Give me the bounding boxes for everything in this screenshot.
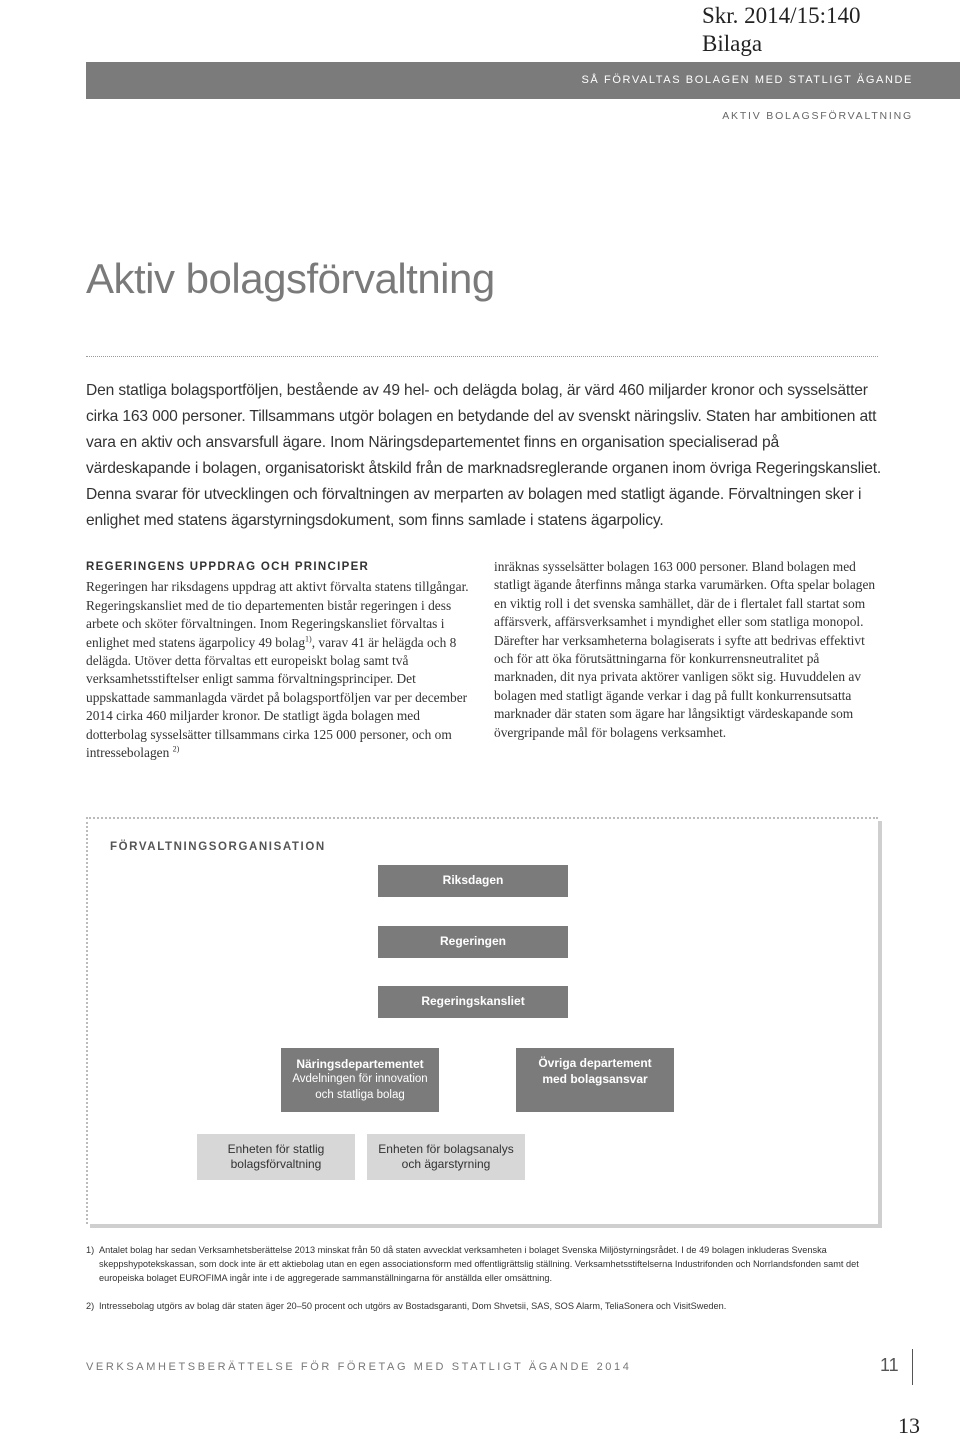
org-box-naringsdepartementet	[281, 1048, 439, 1112]
org-chart	[86, 817, 878, 1224]
section-left-column	[86, 558, 476, 762]
section-left-text	[86, 578, 476, 762]
org-ovriga-label: Övriga departement med bolagsansvar	[538, 1056, 652, 1086]
org-box-riksdagen	[378, 865, 568, 897]
section-heading: REGERINGENS UPPDRAG OCH PRINCIPER	[86, 561, 370, 573]
org-regeringen-label: Regeringen	[439, 934, 506, 949]
org-box-ovriga-departement	[516, 1048, 674, 1112]
org-regeringskansliet-label: Regeringskansliet	[421, 994, 525, 1009]
header-band-text: SÅ FÖRVALTAS BOLAGEN MED STATLIGT ÄGANDE	[581, 74, 913, 86]
footer-publication-title: VERKSAMHETSBERÄTTELSE FÖR FÖRETAG MED STATLIGT ÄGANDE 2014	[86, 1361, 632, 1373]
org-box-regeringskansliet	[378, 986, 568, 1018]
org-chart-title: FÖRVALTNINGSORGANISATION	[110, 841, 326, 853]
title-divider	[86, 356, 878, 357]
footnote-ref-2: 2)	[172, 744, 180, 754]
org-box-regeringen	[378, 926, 568, 958]
org-naring-title: Näringsdepartementet	[296, 1056, 424, 1071]
org-enheten2-label: Enheten för bolagsanalys och ägarstyrning	[378, 1141, 514, 1171]
lead-paragraph: Den statliga bolagsportföljen, bestående av 49 hel- och delägda bolag, är värd 460 miljarder kronor och sysselsätter cirka 163 000 personer. Tillsammans utgör bolagen en betydande del av svenskt näringsliv. Staten har ambitionen att vara en aktiv och ansvarsfull ägare. Inom Näringsdepartementet finns en organisation specialiserad på värdeskapande i bolagen, organisatoriskt åtskild från de marknadsreglerande organen inom övriga Regeringskansliet. Denna svarar för utvecklingen och förvaltningen av merparten av bolagen med statligt ägande. Förvaltningen sker i enlighet med statens ägarstyrningsdokument, som finns samlade i statens ägarpolicy.	[86, 382, 882, 529]
page-number: 13	[898, 1413, 920, 1438]
footer-page-number: 11	[880, 1355, 899, 1375]
stamp-reference: Skr. 2014/15:140	[702, 3, 861, 28]
org-enheten1-label: Enheten för statlig bolagsförvaltning	[227, 1141, 325, 1171]
footnote-ref-1: 1)	[305, 634, 312, 644]
header-subsection: AKTIV BOLAGSFÖRVALTNING	[722, 110, 913, 122]
footnote-1	[86, 1243, 876, 1285]
footnote-1-mark: 1)	[86, 1245, 95, 1255]
footnotes	[86, 1243, 876, 1327]
footnote-2-text: Intressebolag utgörs av bolag där staten äger 20–50 procent och utgörs av Bostadsgaranti, Dom Shvetsii, SAS, SOS Alarm, TeliaSonera och VisitSweden.	[99, 1301, 727, 1311]
footnote-2-mark: 2)	[86, 1301, 95, 1311]
org-riksdagen-label: Riksdagen	[442, 873, 504, 888]
footer-divider	[912, 1349, 913, 1385]
header-band	[86, 62, 960, 99]
section-right-text: inräknas sysselsätter bolagen 163 000 personer. Bland bolagen med statligt ägande återfinns många starka varumärken. Ofta spelar bolagen en viktig roll i det svenska samhället, där de i flertalet fall startat som affärsverk, affärsverksamhet i myndighet eller som statliga monopol. Därefter har verksamheterna bolagiserats i syfte att bedrivas effektivt och för att öka förutsättningarna för konkurrensneutralitet på marknaden, dit nya privata aktörer vanligen sökt sig. Huvuddelen av bolagen med statligt ägande verkar i dag på fullt konkurrensutsatta marknader där staten som ägare har långsiktigt värdeskapande som övergripande mål för bolagens verksamhet.	[494, 559, 876, 740]
left-text-part2: , varav 41 är helägda och 8 delägda. Utöver detta förvaltas ett europeiskt bolag samt två verksamhetsstiftelser enligt samma förvaltningsprinciper. Det uppskattade sammanlagda värdet på bolagsportföljen var per december 2014 cirka 460 miljarder kronor. De statligt ägda bolagen med dotterbolag sysselsätter tillsammans cirka 125 000 personer, och om intressebolagen	[86, 634, 468, 761]
footnote-1-text: Antalet bolag har sedan Verksamhetsberättelse 2013 minskat från 50 då staten avvecklat verksamheten i bolaget Svenska Miljöstyrningsrådet. I de 49 bolagen inkluderas Svenska skeppshypotekskassan, som dock inte är ett aktiebolag utan en egen associationsform med offentligrättslig ställning. Verksamhetsstiftelserna Industrifonden och Norrlandsfonden samt det europeiska bolaget EUROFIMA ingår inte i de aggregerade sammanställningarna för anställda eller omsättning.	[99, 1245, 859, 1283]
org-naring-subtitle: Avdelningen för innovation och statliga bolag	[292, 1073, 428, 1101]
stamp-bilaga: Bilaga	[702, 31, 763, 56]
org-box-enheten-statlig	[197, 1134, 355, 1180]
left-text-part1: Regeringen har riksdagens uppdrag att aktivt förvalta statens tillgångar. Regeringskansliet med de tio departementen bistår regeringen i dess arbete och sköter förvaltningen. Inom Regeringskansliet förvaltas i enlighet med statens ägarpolicy 49 bolag	[86, 579, 469, 650]
page-title: Aktiv bolagsförvaltning	[86, 255, 495, 302]
org-box-enheten-analys	[367, 1134, 525, 1180]
footnote-2	[86, 1299, 876, 1313]
section-right-column	[494, 558, 884, 742]
document-stamp	[702, 2, 942, 58]
